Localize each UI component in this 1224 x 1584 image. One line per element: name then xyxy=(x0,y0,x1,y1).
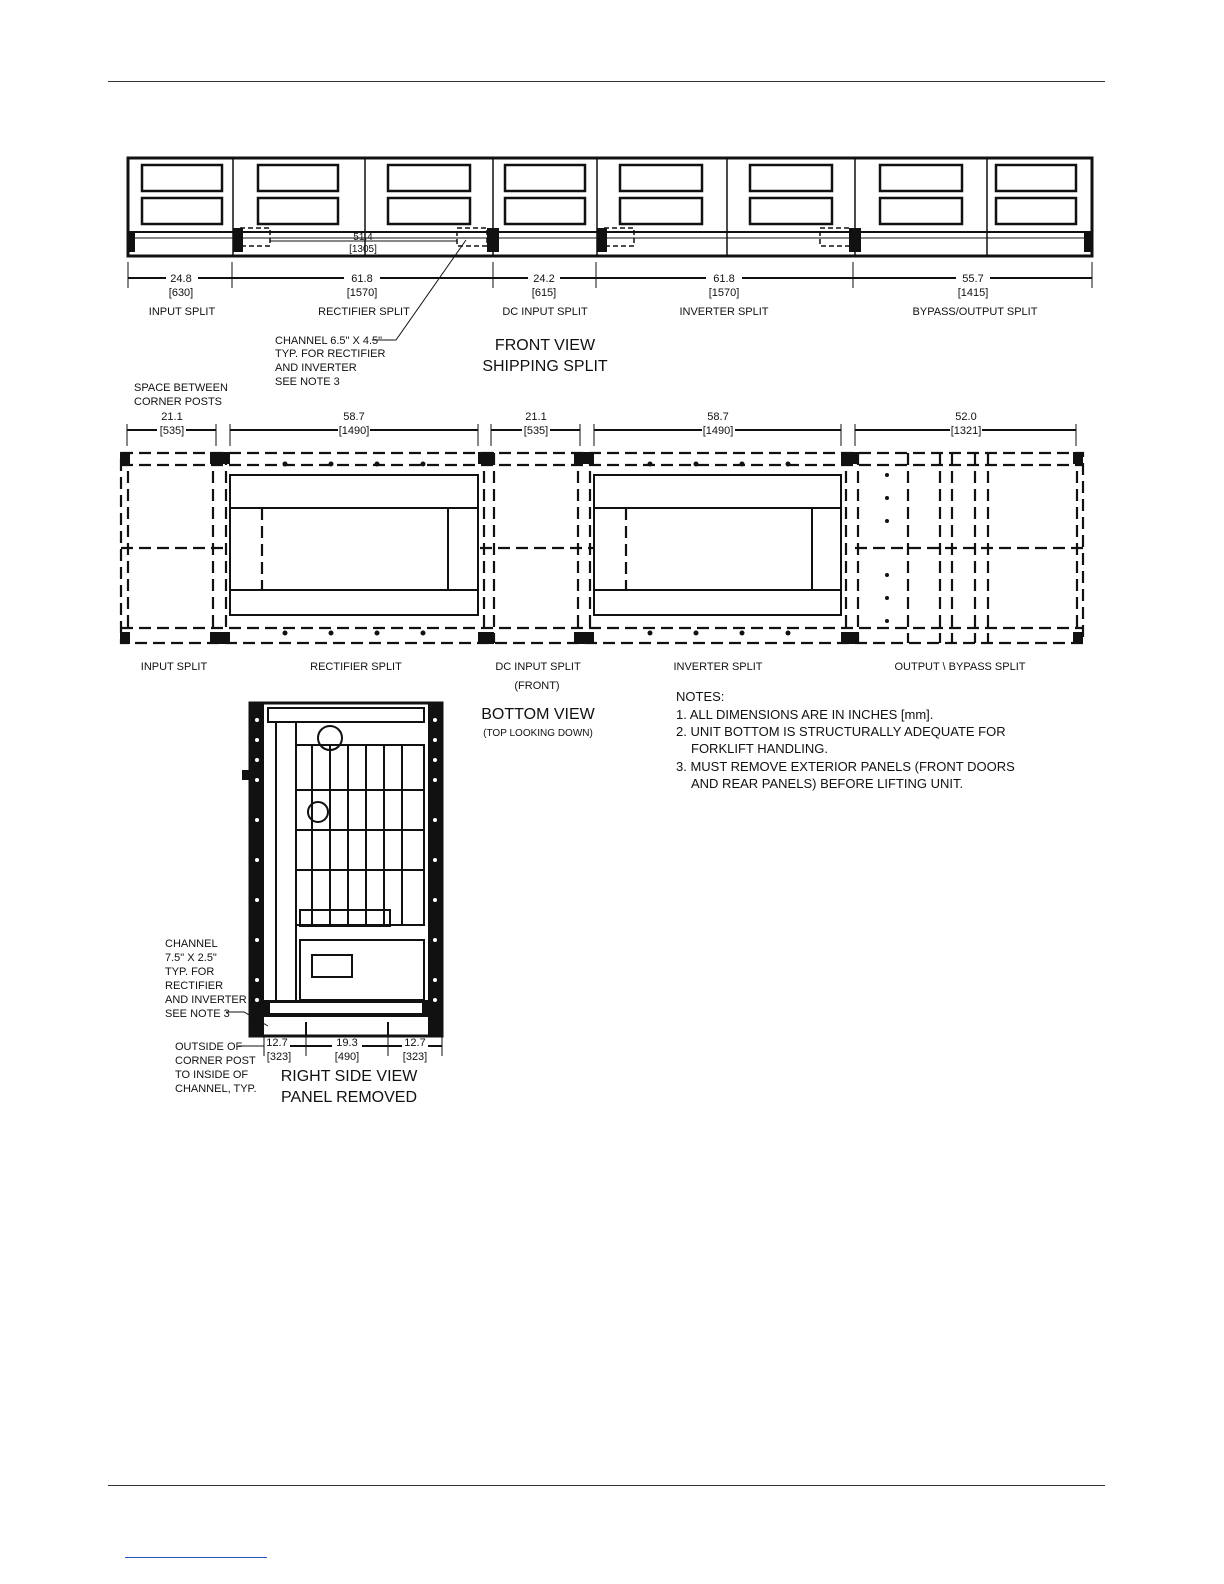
bottom-front-label: (FRONT) xyxy=(514,680,560,692)
front-dim-3: 24.2 xyxy=(533,273,555,285)
side-callout-line-3: TYP. FOR xyxy=(165,966,215,978)
front-dim-1: 24.8 xyxy=(170,273,192,285)
bottom-dim-4: 58.7 xyxy=(707,411,729,423)
side-dim-3-mm: [323] xyxy=(402,1051,428,1063)
front-callout-line-2: TYP. FOR RECTIFIER xyxy=(275,348,386,360)
side-callout-line-2: 7.5" X 2.5" xyxy=(165,952,217,964)
bottom-dim-3: 21.1 xyxy=(525,411,547,423)
side-dim-2: 19.3 xyxy=(336,1037,358,1049)
bottom-view-dimension-lines xyxy=(127,424,1076,446)
front-dim-5: 55.7 xyxy=(962,273,984,285)
side-right-post xyxy=(428,703,442,1036)
note-2: 2. UNIT BOTTOM IS STRUCTURALLY ADEQUATE FOR xyxy=(676,724,1006,739)
front-dim-4-mm: [1570] xyxy=(708,287,740,299)
side-hinge xyxy=(242,770,250,780)
front-dim-3-mm: [615] xyxy=(531,287,557,299)
front-dim-1-mm: [630] xyxy=(168,287,194,299)
bottom-label-output-bypass-split: OUTPUT \ BYPASS SPLIT xyxy=(894,661,1026,673)
bottom-dim-2: 58.7 xyxy=(343,411,365,423)
bottom-view-title: BOTTOM VIEW xyxy=(481,706,595,723)
front-dim-5-mm: [1415] xyxy=(957,287,989,299)
front-view-title: FRONT VIEW xyxy=(494,337,596,354)
bottom-view-bolt-holes xyxy=(283,462,890,636)
side-view-subtitle: PANEL REMOVED xyxy=(280,1089,418,1106)
bottom-label-rectifier-split: RECTIFIER SPLIT xyxy=(310,661,402,673)
bottom-dim-3-mm: [535] xyxy=(523,425,549,437)
bottom-dim-5: 52.0 xyxy=(955,411,977,423)
front-label-dc-input-split: DC INPUT SPLIT xyxy=(502,306,588,318)
side-base-channel-inner xyxy=(270,1003,422,1013)
front-view-subtitle: SHIPPING SPLIT xyxy=(482,358,608,375)
front-dim-2: 61.8 xyxy=(351,273,373,285)
side-dim-3: 12.7 xyxy=(404,1037,426,1049)
side-left-post xyxy=(250,703,264,1036)
front-callout-line-4: SEE NOTE 3 xyxy=(275,376,340,388)
corner-note-line-4: CHANNEL, TYP. xyxy=(175,1083,257,1095)
front-callout-line-3: AND INVERTER xyxy=(275,362,357,374)
bottom-dim-4-mm: [1490] xyxy=(702,425,734,437)
side-callout-line-5: AND INVERTER xyxy=(165,994,247,1006)
front-dim-4: 61.8 xyxy=(713,273,735,285)
front-label-bypass-output-split: BYPASS/OUTPUT SPLIT xyxy=(912,306,1038,318)
corner-note-line-3: TO INSIDE OF xyxy=(175,1069,249,1081)
note-2-cont: FORKLIFT HANDLING. xyxy=(691,741,829,756)
space-note-line-1: SPACE BETWEEN xyxy=(134,382,228,394)
notes xyxy=(676,689,1015,791)
corner-note-line-1: OUTSIDE OF xyxy=(175,1041,243,1053)
side-callout-line-6: SEE NOTE 3 xyxy=(165,1008,230,1020)
side-channel-outline xyxy=(250,1016,442,1036)
bottom-label-dc-input-split: DC INPUT SPLIT xyxy=(495,661,581,673)
front-view xyxy=(127,158,1092,388)
side-dim-1: 12.7 xyxy=(266,1037,288,1049)
front-label-rectifier-split: RECTIFIER SPLIT xyxy=(318,306,410,318)
space-note-line-2: CORNER POSTS xyxy=(134,396,223,408)
note-1: 1. ALL DIMENSIONS ARE IN INCHES [mm]. xyxy=(676,707,934,722)
channel-dim: 51.4 xyxy=(353,232,373,243)
front-view-channels xyxy=(240,228,850,246)
bottom-view-channel-frames xyxy=(230,475,841,615)
note-3: 3. MUST REMOVE EXTERIOR PANELS (FRONT DOORS xyxy=(676,759,1015,774)
side-internal-components xyxy=(268,708,424,1000)
bottom-label-input-split: INPUT SPLIT xyxy=(140,661,208,673)
front-label-inverter-split: INVERTER SPLIT xyxy=(679,306,769,318)
right-side-view xyxy=(165,703,442,1106)
bottom-view xyxy=(120,382,1083,739)
notes-heading: NOTES: xyxy=(676,689,725,704)
bottom-label-inverter-split: INVERTER SPLIT xyxy=(673,661,763,673)
side-callout-line-4: RECTIFIER xyxy=(165,980,224,992)
bottom-view-subtitle: (TOP LOOKING DOWN) xyxy=(483,728,593,739)
front-callout-line-1: CHANNEL 6.5" X 4.5" xyxy=(275,335,383,347)
bottom-dim-1: 21.1 xyxy=(161,411,183,423)
bottom-dim-1-mm: [535] xyxy=(159,425,185,437)
side-view-title: RIGHT SIDE VIEW xyxy=(280,1068,418,1085)
bottom-dim-5-mm: [1321] xyxy=(950,425,982,437)
channel-dim-mm: [1305] xyxy=(349,244,377,255)
corner-note-line-2: CORNER POST xyxy=(175,1055,256,1067)
front-dim-2-mm: [1570] xyxy=(346,287,378,299)
front-view-dimension-line xyxy=(128,262,1092,288)
front-label-input-split: INPUT SPLIT xyxy=(148,306,216,318)
front-view-panels xyxy=(142,165,1076,224)
bottom-dim-2-mm: [1490] xyxy=(338,425,370,437)
note-3-cont: AND REAR PANELS) BEFORE LIFTING UNIT. xyxy=(691,776,964,791)
side-dim-1-mm: [323] xyxy=(266,1051,292,1063)
side-dim-2-mm: [490] xyxy=(334,1051,360,1063)
side-callout-line-1: CHANNEL xyxy=(165,938,218,950)
side-post-holes xyxy=(255,718,437,1002)
